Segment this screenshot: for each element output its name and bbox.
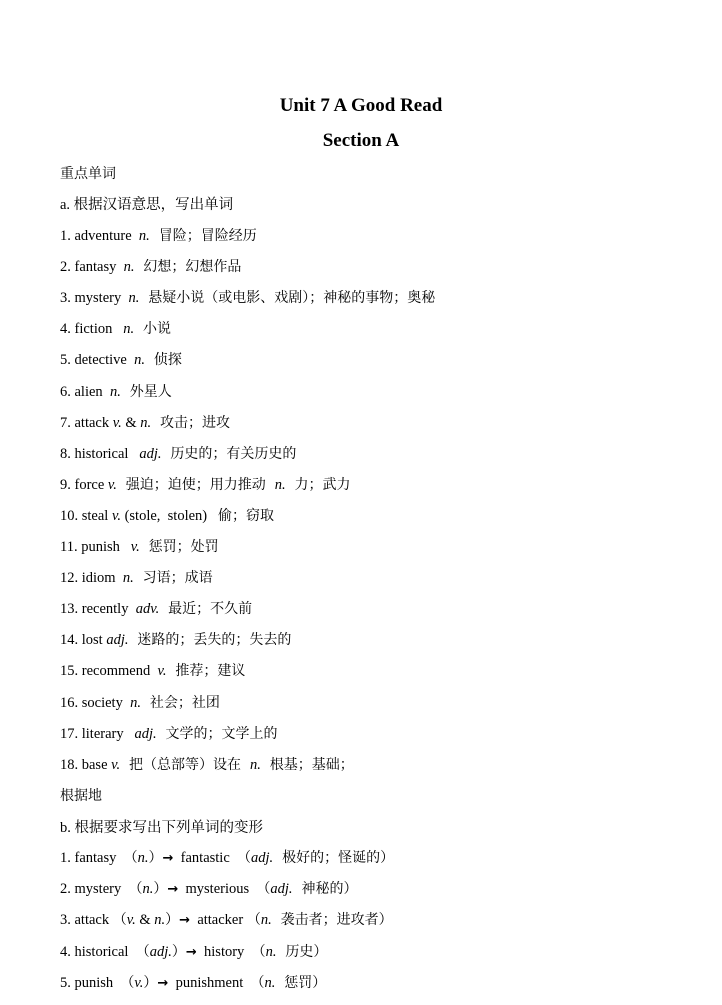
vocab-item (60, 568, 213, 588)
part-of-speech: n. (138, 228, 150, 244)
text-segment: 4. historical (60, 943, 136, 960)
text-segment: 8. historical (60, 445, 140, 462)
part-of-speech: v. (111, 507, 121, 524)
part-of-speech: n. (249, 756, 261, 773)
word-form-item (60, 879, 357, 900)
arrow-icon: → (167, 882, 179, 898)
text-segment: 根基；基础； (260, 756, 354, 773)
text-segment: 18. base (60, 756, 112, 773)
vocab-item (60, 319, 171, 339)
text-segment: 偷；窃取 (218, 507, 275, 524)
text-segment: （ (123, 850, 138, 866)
part-of-speech: n. (274, 476, 286, 493)
vocab-item (60, 444, 296, 464)
text-segment: 侦探 (144, 352, 182, 369)
text-segment: fantastic (173, 850, 238, 866)
part-of-speech: v. (112, 414, 122, 431)
word-form-item (60, 973, 326, 994)
part-of-speech: n. (142, 881, 154, 898)
text-segment: (stole, stolen) (120, 507, 219, 524)
part-of-speech: adv. (135, 601, 160, 618)
vocab-item (60, 661, 245, 681)
text-segment: 6. alien (60, 383, 110, 400)
text-segment: 悬疑小说（或电影、戏剧）；神秘的事物；奥秘 (139, 290, 436, 307)
text-segment: 14. lost (60, 632, 107, 649)
text-segment: 外星人 (120, 383, 172, 400)
text-segment: ） (143, 974, 158, 991)
vocab-item (60, 693, 220, 713)
text-segment: 强迫；迫使；用力推动 (116, 476, 275, 493)
text-segment: 力；武力 (285, 476, 351, 493)
arrow-icon: → (185, 944, 197, 960)
text-segment: （ (251, 943, 266, 960)
part-of-speech: n. (122, 570, 134, 587)
part-of-speech: adj. (106, 632, 129, 649)
text-segment: ） (171, 943, 186, 960)
text-segment: 5. punish (60, 974, 121, 991)
arrow-icon: → (162, 851, 174, 866)
text-segment: 历史） (276, 943, 328, 960)
text-segment: 把（总部等）设在 (120, 756, 250, 773)
text-segment: 12. idiom (60, 570, 123, 587)
text-segment: （ (250, 974, 265, 991)
part-of-speech: n. (154, 912, 166, 929)
according-heading: 根据地 (60, 788, 102, 804)
text-segment: 文学的；文学上的 (156, 725, 278, 742)
text-segment: （ (120, 974, 135, 991)
arrow-icon: → (157, 975, 169, 991)
part-of-speech: n. (264, 974, 276, 991)
text-segment: 1. adventure (60, 228, 139, 244)
part-of-speech: n. (128, 290, 140, 307)
text-segment: ） (153, 881, 168, 898)
text-segment: 袭击者；进攻者） (271, 912, 393, 929)
part-of-speech: n. (260, 912, 272, 929)
unit-title: Unit 7 A Good Read (279, 95, 443, 116)
text-segment: 社会；社团 (140, 694, 220, 711)
text-segment: 习语；成语 (133, 570, 213, 587)
text-segment: 迷路的；丢失的；失去的 (128, 632, 292, 649)
text-segment: 15. recommend (60, 663, 158, 680)
text-segment: 最近；不久前 (159, 601, 253, 618)
vocab-item (60, 724, 278, 744)
text-segment: 7. attack (60, 414, 113, 431)
text-segment: ） (148, 850, 163, 866)
part-of-speech: adj. (149, 943, 172, 960)
part-of-speech: n. (137, 850, 149, 866)
vocab-item (60, 382, 172, 402)
part-of-speech: adj. (134, 725, 157, 742)
key-words-heading: 重点单词 (60, 166, 116, 182)
text-segment: （ (246, 912, 261, 929)
text-segment: 历史的；有关历史的 (161, 445, 297, 462)
part-of-speech: n. (265, 943, 277, 960)
part-of-speech: n. (140, 414, 152, 431)
text-segment: 3. attack (60, 912, 113, 929)
text-segment: 惩罚；处罚 (139, 539, 219, 555)
vocab-item (60, 506, 274, 526)
vocab-item (60, 413, 230, 433)
part-of-speech: n. (109, 383, 121, 400)
text-segment: （ (256, 881, 271, 898)
part-of-speech: n. (130, 694, 141, 711)
text-segment: punishment (168, 974, 251, 991)
part-of-speech: adj. (139, 445, 162, 462)
part-of-speech: n. (123, 321, 135, 338)
text-segment: 13. recently (60, 601, 136, 618)
vocab-item (60, 226, 257, 246)
vocab-item (60, 599, 252, 619)
part-b-instruction: b. 根据要求写出下列单词的变形 (60, 820, 263, 836)
vocab-item (60, 350, 182, 370)
text-segment: history (196, 943, 252, 960)
word-form-item (60, 848, 394, 869)
part-of-speech: v. (134, 974, 144, 991)
part-of-speech: v. (157, 663, 167, 680)
text-segment: （ (237, 850, 252, 866)
text-segment: （ (112, 912, 127, 929)
part-of-speech: v. (111, 756, 121, 773)
text-segment: & (135, 912, 155, 929)
text-segment: 11. punish (60, 539, 131, 555)
text-segment: 2. mystery (60, 881, 129, 898)
text-segment: 16. society (60, 694, 131, 711)
word-form-item (60, 942, 327, 963)
text-segment: 1. fantasy (60, 850, 124, 866)
text-segment: 小说 (134, 321, 172, 338)
vocab-item (60, 257, 241, 277)
text-segment: 攻击；进攻 (151, 414, 231, 431)
text-segment: 9. force (60, 476, 108, 493)
text-segment: ） (165, 912, 180, 929)
vocab-item (60, 475, 351, 495)
text-segment: 神秘的） (292, 881, 358, 898)
part-a-instruction: a. 根据汉语意思，写出单词 (60, 197, 234, 213)
text-segment: attacker (190, 912, 247, 929)
part-of-speech: n. (134, 352, 145, 369)
text-segment: 惩罚） (275, 974, 327, 991)
part-of-speech: n. (123, 259, 135, 276)
text-segment: 推荐；建议 (166, 663, 246, 680)
text-segment: 17. literary (60, 725, 135, 742)
arrow-icon: → (179, 913, 191, 929)
vocab-item (60, 630, 291, 650)
text-segment: 2. fantasy (60, 259, 124, 276)
text-segment: 极好的；怪诞的） (273, 850, 395, 866)
text-segment: 5. detective (60, 352, 135, 369)
vocab-item (60, 755, 354, 775)
word-form-item (60, 910, 393, 931)
text-segment: （ (128, 881, 143, 898)
vocab-item (60, 288, 435, 308)
section-title: Section A (322, 130, 400, 151)
text-segment: 幻想；幻想作品 (134, 259, 242, 276)
part-of-speech: adj. (270, 881, 293, 898)
text-segment: 10. steal (60, 507, 112, 524)
part-of-speech: v. (107, 476, 117, 493)
text-segment: & (121, 414, 141, 431)
text-segment: （ (135, 943, 150, 960)
part-of-speech: adj. (251, 850, 274, 866)
text-segment: 4. fiction (60, 321, 124, 338)
part-of-speech: v. (130, 539, 140, 555)
text-segment: 冒险；冒险经历 (149, 228, 257, 244)
vocab-item (60, 537, 219, 557)
text-segment: mysterious (178, 881, 257, 898)
part-of-speech: v. (126, 912, 136, 929)
text-segment: 3. mystery (60, 290, 129, 307)
